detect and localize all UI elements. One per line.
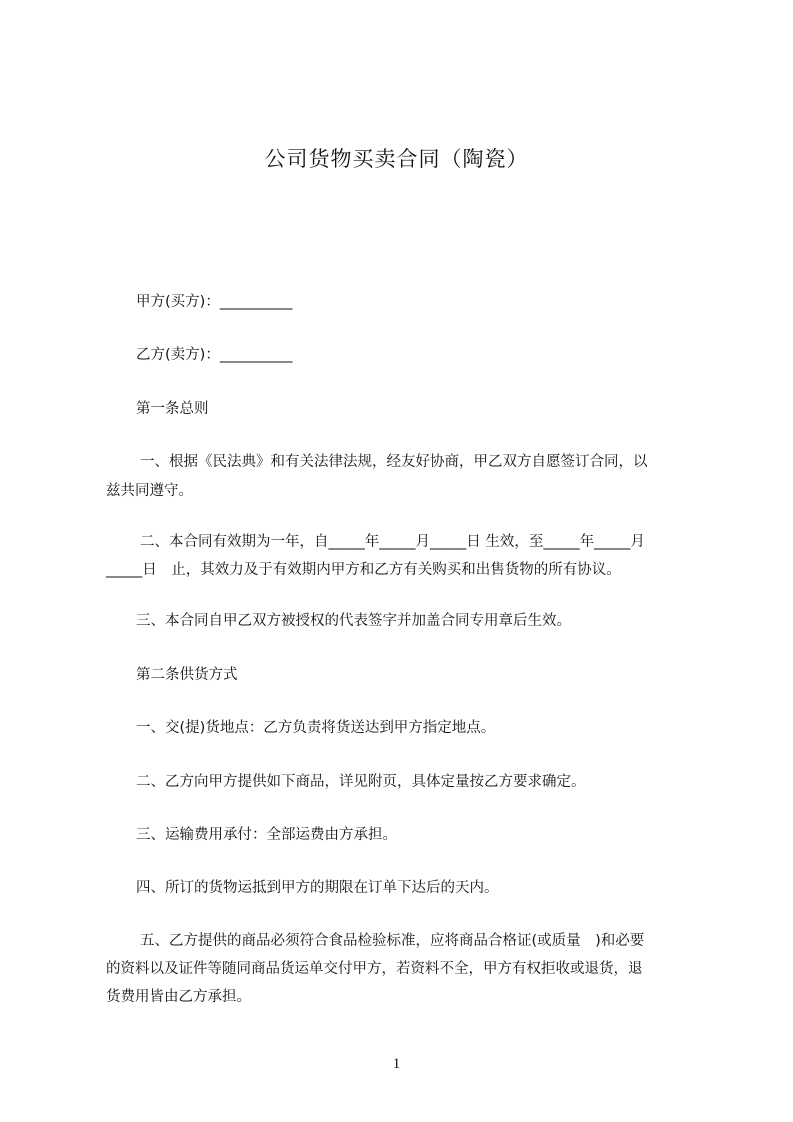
article-1-item-3: 三、本合同自甲乙双方被授权的代表签字并加盖合同专用章后生效。	[136, 613, 571, 629]
document-title: 公司货物买卖合同（陶瓷）	[264, 147, 529, 171]
article-1-item-2-line-1: 二、本合同有效期为一年，自_____年_____月_____日 生效，至_____年_____月	[140, 534, 645, 550]
article-2-item-5-line-3: 货费用皆由乙方承担。	[106, 989, 251, 1005]
article-2-item-2: 二、乙方向甲方提供如下商品，详见附页，具体定量按乙方要求确定。	[136, 774, 586, 790]
article-1-item-1-line-1: 一、根据《民法典》和有关法律法规，经友好协商，甲乙双方自愿签订合同，以	[140, 454, 648, 470]
article-1-item-2-line-2: _____日 止，其效力及于有效期内甲方和乙方有关购买和出售货物的所有协议。	[106, 562, 621, 578]
buyer-label: 甲方(买方)：	[136, 294, 220, 310]
seller-line	[136, 345, 292, 365]
seller-blank: __________	[219, 347, 293, 363]
article-2-item-5-line-1: 五、乙方提供的商品必须符合食品检验标准，应将商品合格证(或质量 )和必要	[140, 933, 645, 949]
article-2-item-3: 三、运输费用承付：全部运费由方承担。	[136, 827, 397, 843]
seller-label: 乙方(卖方)：	[136, 347, 220, 363]
article-1-item-1-line-2: 兹共同遵守。	[106, 483, 193, 499]
buyer-blank: __________	[219, 294, 293, 310]
article-2-heading: 第二条供货方式	[136, 667, 238, 683]
article-1-heading: 第一条总则	[136, 401, 209, 417]
article-2-item-4: 四、所订的货物运抵到甲方的期限在订单下达后的天内。	[136, 880, 499, 896]
article-2-item-1: 一、交(提)货地点：乙方负责将货送达到甲方指定地点。	[136, 720, 496, 736]
article-2-item-5-line-2: 的资料以及证件等随同商品货运单交付甲方，若资料不全，甲方有权拒收或退货，退	[106, 961, 643, 977]
page-number: 1	[392, 1056, 401, 1072]
buyer-line	[136, 292, 292, 312]
